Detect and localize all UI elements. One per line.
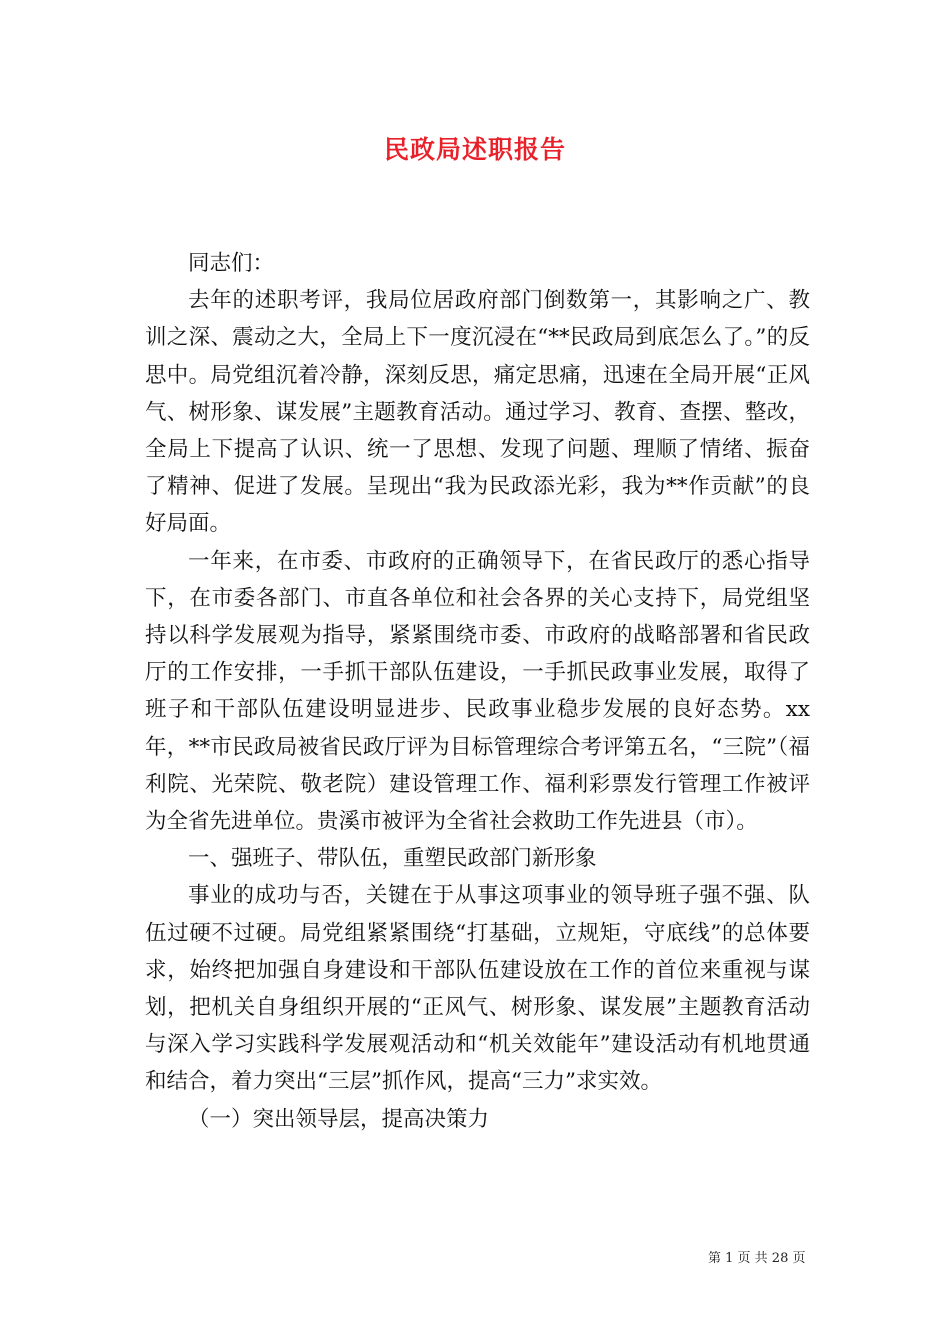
section-heading: 一、强班子、带队伍，重塑民政部门新形象 (188, 846, 597, 872)
subsection-heading: （一）突出领导层，提高决策力 (188, 1106, 490, 1132)
document-title: 民政局述职报告 (383, 135, 566, 164)
body-paragraph: 一年来，在市委、市政府的正确领导下，在省民政厅的悉心指导下，在市委各部门、市直各单位和社会各界的关心支持下，局党组坚持以科学发展观为指导，紧紧围绕市委、市政府的战略部署和省民政厅的工作安排，一手抓干部队伍建设，一手抓民政事业发展，取得了班子和干部队伍建设明显进步、民政事业稳步发展的良好态势。xx年，**市民政局被省民政厅评为目标管理综合考评第五名，“三院”（福利院、光荣院、敬老院）建设管理工作、福利彩票发行管理工作被评为全省先进单位。贵溪市被评为全省社会救助工作先进县（市）。 (145, 548, 810, 835)
salutation-paragraph: 同志们： (188, 251, 275, 276)
body-paragraph: 事业的成功与否，关键在于从事这项事业的领导班子强不强、队伍过硬不过硬。局党组紧紧围绕“打基础，立规矩，守底线”的总体要求，始终把加强自身建设和干部队伍建设放在工作的首位来重视与谋划，把机关自身组织开展的“正风气、树形象、谋发展”主题教育活动与深入学习实践科学发展观活动和“机关效能年”建设活动有机地贯通和结合，着力突出“三层”抓作风，提高“三力”求实效。 (145, 883, 810, 1095)
page-number: 第 1 页 共 28 页 (708, 1251, 806, 1266)
document-body (145, 245, 810, 1138)
body-paragraph: 去年的述职考评，我局位居政府部门倒数第一，其影响之广、教训之深、震动之大，全局上下一度沉浸在“**民政局到底怎么了。”的反思中。局党组沉着冷静，深刻反思，痛定思痛，迅速在全局开展“正风气、树形象、谋发展”主题教育活动。通过学习、教育、查摆、整改，全局上下提高了认识、统一了思想、发现了问题、理顺了情绪、振奋了精神、促进了发展。呈现出“我为民政添光彩，我为**作贡献”的良好局面。 (145, 288, 810, 537)
